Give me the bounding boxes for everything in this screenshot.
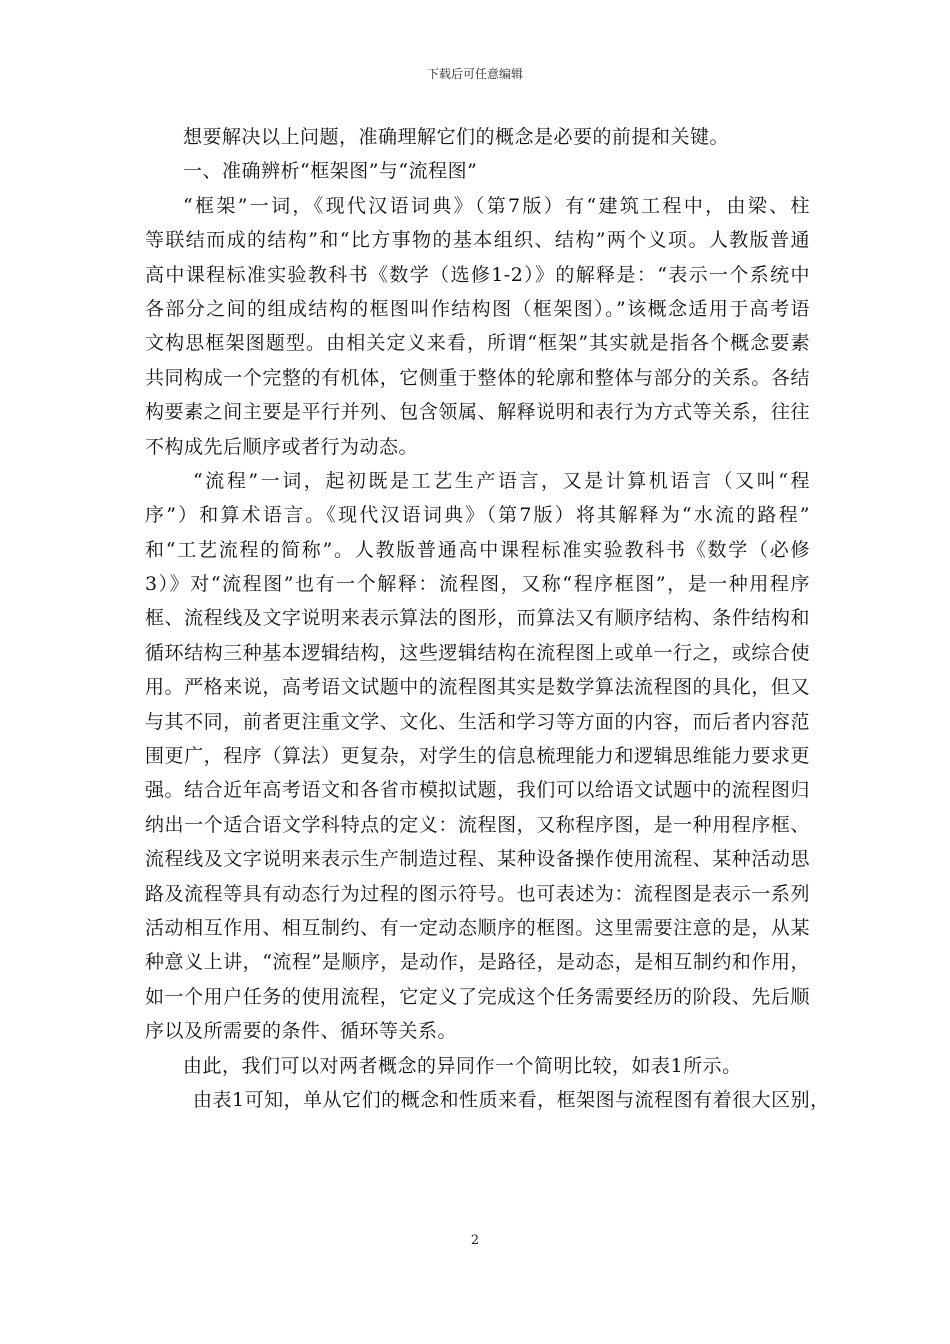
paragraph-flowchart-line: 路及流程等具有动态行为过程的图示符号。也可表述为：流程图是表示一系列 [145, 882, 810, 905]
document-body [145, 120, 830, 1117]
page-header: 下载后可任意编辑 [426, 67, 523, 81]
paragraph-flowchart-line: 如一个用户任务的使用流程，它定义了完成这个任务需要经历的阶段、先后顺 [145, 985, 810, 1008]
paragraph-conclusion-line: 由表1可知，单从它们的概念和性质来看，框架图与流程图有着很大区别， [193, 1088, 830, 1111]
paragraph-flowchart-line: 流程线及文字说明来表示生产制造过程、某种设备操作使用流程、某种活动思 [145, 848, 810, 871]
paragraph-framework-line: 不构成先后顺序或者行为动态。 [145, 435, 419, 458]
paragraph-framework-line: 高中课程标准实验教科书《数学（选修1-2）》的解释是：“表示一个系统中 [145, 263, 810, 286]
paragraph-flowchart-line: 序”）和算术语言。《现代汉语词典》（第7版）将其解释为“水流的路程” [145, 504, 810, 527]
paragraph-intro-line: 想要解决以上问题，准确理解它们的概念是必要的前提和关键。 [183, 126, 730, 148]
paragraph-flowchart-line: 和“工艺流程的简称”。人教版普通高中课程标准实验教科书《数学（必修 [145, 538, 810, 561]
paragraph-flowchart-line: 强。结合近年高考语文和各省市模拟试题，我们可以给语文试题中的流程图归 [145, 779, 810, 802]
paragraph-flowchart-line: 纳出一个适合语文学科特点的定义：流程图，又称程序图，是一种用程序框、 [145, 813, 810, 836]
paragraph-framework-line: 文构思框架图题型。由相关定义来看，所谓“框架”其实就是指各个概念要素 [145, 332, 810, 355]
paragraph-flowchart-line: 种意义上讲，“流程”是顺序，是动作，是路径，是动态，是相互制约和作用， [145, 951, 810, 974]
paragraph-flowchart-line: 围更广，程序（算法）更复杂，对学生的信息梳理能力和逻辑思维能力要求更 [145, 745, 810, 768]
paragraph-flowchart-line: 与其不同，前者更注重文学、文化、生活和学习等方面的内容，而后者内容范 [145, 710, 810, 733]
paragraph-flowchart-line: “流程”一词，起初既是工艺生产语言，又是计算机语言（又叫“程 [193, 469, 810, 492]
paragraph-framework-line: 各部分之间的组成结构的框图叫作结构图（框架图）。”该概念适用于高考语 [145, 297, 810, 320]
page-number: 2 [470, 1233, 480, 1248]
paragraph-framework-line: “框架”一词，《现代汉语词典》（第7版）有“建筑工程中，由梁、柱 [183, 194, 810, 217]
paragraph-flowchart-line: 用。严格来说，高考语文试题中的流程图其实是数学算法流程图的具化，但又 [145, 676, 810, 699]
paragraph-flowchart-line: 循环结构三种基本逻辑结构，这些逻辑结构在流程图上或单一行之，或综合使 [145, 641, 810, 664]
paragraph-flowchart-line: 3）》对“流程图”也有一个解释：流程图，又称“程序框图”，是一种用程序 [145, 573, 810, 596]
paragraph-flowchart-line: 框、流程线及文字说明来表示算法的图形，而算法又有顺序结构、条件结构和 [145, 607, 810, 630]
paragraph-framework-line: 构要素之间主要是平行并列、包含领属、解释说明和表行为方式等关系，往往 [145, 401, 810, 424]
paragraph-comparison-line: 由此，我们可以对两者概念的异同作一个简明比较，如表1所示。 [183, 1054, 742, 1077]
paragraph-framework-line: 共同构成一个完整的有机体，它侧重于整体的轮廓和整体与部分的关系。各结 [145, 366, 810, 389]
paragraph-framework-line: 等联结而成的结构”和“比方事物的基本组织、结构”两个义项。人教版普通 [145, 229, 810, 252]
paragraph-flowchart-line: 序以及所需要的条件、循环等关系。 [145, 1020, 458, 1043]
section-heading: 一、准确辨析“框架图”与“流程图” [183, 160, 478, 183]
paragraph-flowchart-line: 活动相互作用、相互制约、有一定动态顺序的框图。这里需要注意的是，从某 [145, 916, 810, 939]
